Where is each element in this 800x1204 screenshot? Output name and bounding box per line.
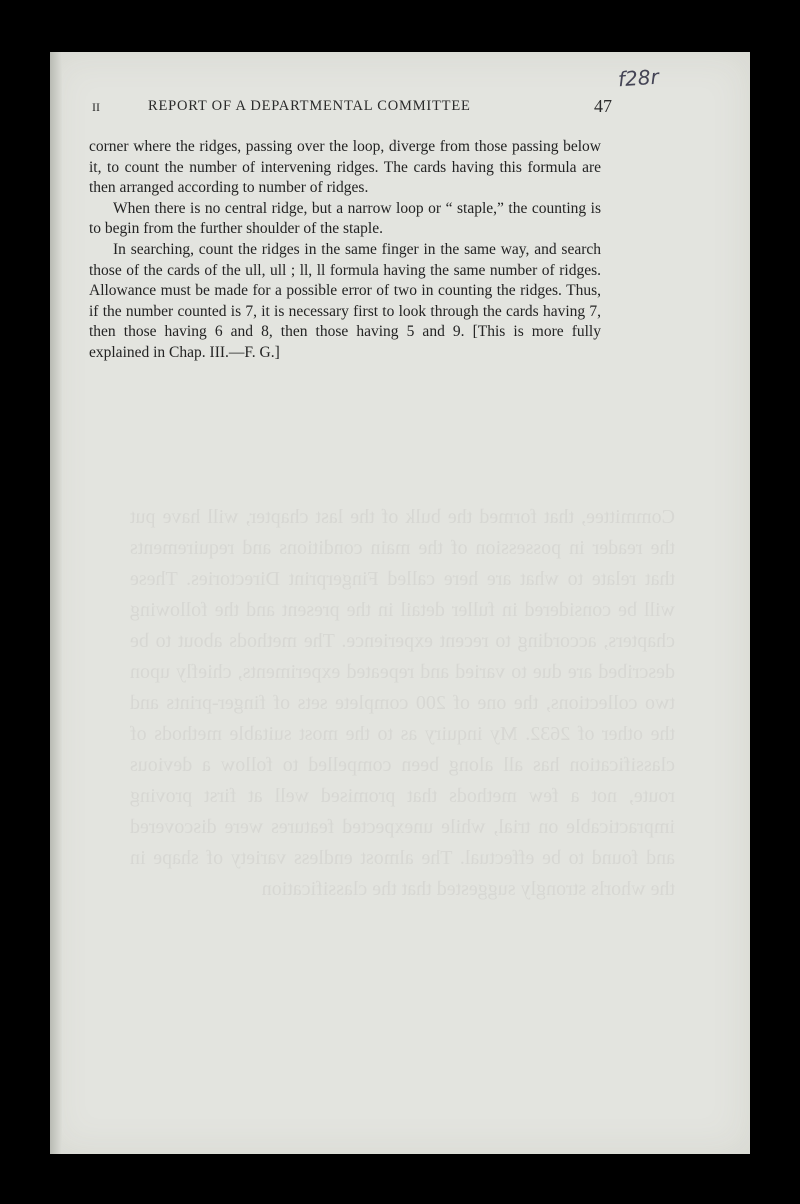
page-number: 47 — [594, 96, 612, 116]
handwritten-folio-mark: f28r — [617, 64, 660, 92]
bleed-through-text: Committee, that formed the bulk of the last chapter, will have put the reader in possession of the main conditions and requirements that relate to what are here called Fingerprint Directories. These will be considered in fuller detail in the present and the following chapters, according to recent experience. The methods about to be described are due to varied and repeated experiments, chiefly upon two collections, the one of 200 complete sets of finger-prints and the other of 2632. My inquiry as to the most suitable methods of classification has all along been compelled to follow a devious route, not a few methods that promised well at first proving impracticable on trial, while unexpected features were discovered and found to be effectual. The almost endless variety of shape in the whorls strongly suggested that the classification — [130, 506, 675, 900]
page-binding-edge — [50, 52, 62, 1154]
body-text — [89, 137, 601, 364]
paragraph-2: When there is no central ridge, but a narrow loop or “ staple,” the counting is to begin from the further shoulder of the staple. — [89, 199, 601, 238]
signature-mark: II — [92, 100, 100, 114]
paragraph-1: corner where the ridges, passing over the loop, diverge from those passing below it, to count the number of intervening ridges. The cards having this formula are then arranged according to number of ridges. — [89, 138, 601, 197]
running-title: REPORT OF A DEPARTMENTAL COMMITTEE — [148, 98, 471, 114]
paragraph-3: In searching, count the ridges in the same finger in the same way, and search those of the cards of the ull, ull ; ll, ll formula having the same number of ridges. Allowance must be made for a possible error of two in counting the ridges. Thus, if the number counted is 7, it is necessary first to look through the cards having 7, then those having 6 and 8, then those having 5 and 9. [This is more fully explained in Chap. III.—F. G.] — [89, 240, 601, 361]
